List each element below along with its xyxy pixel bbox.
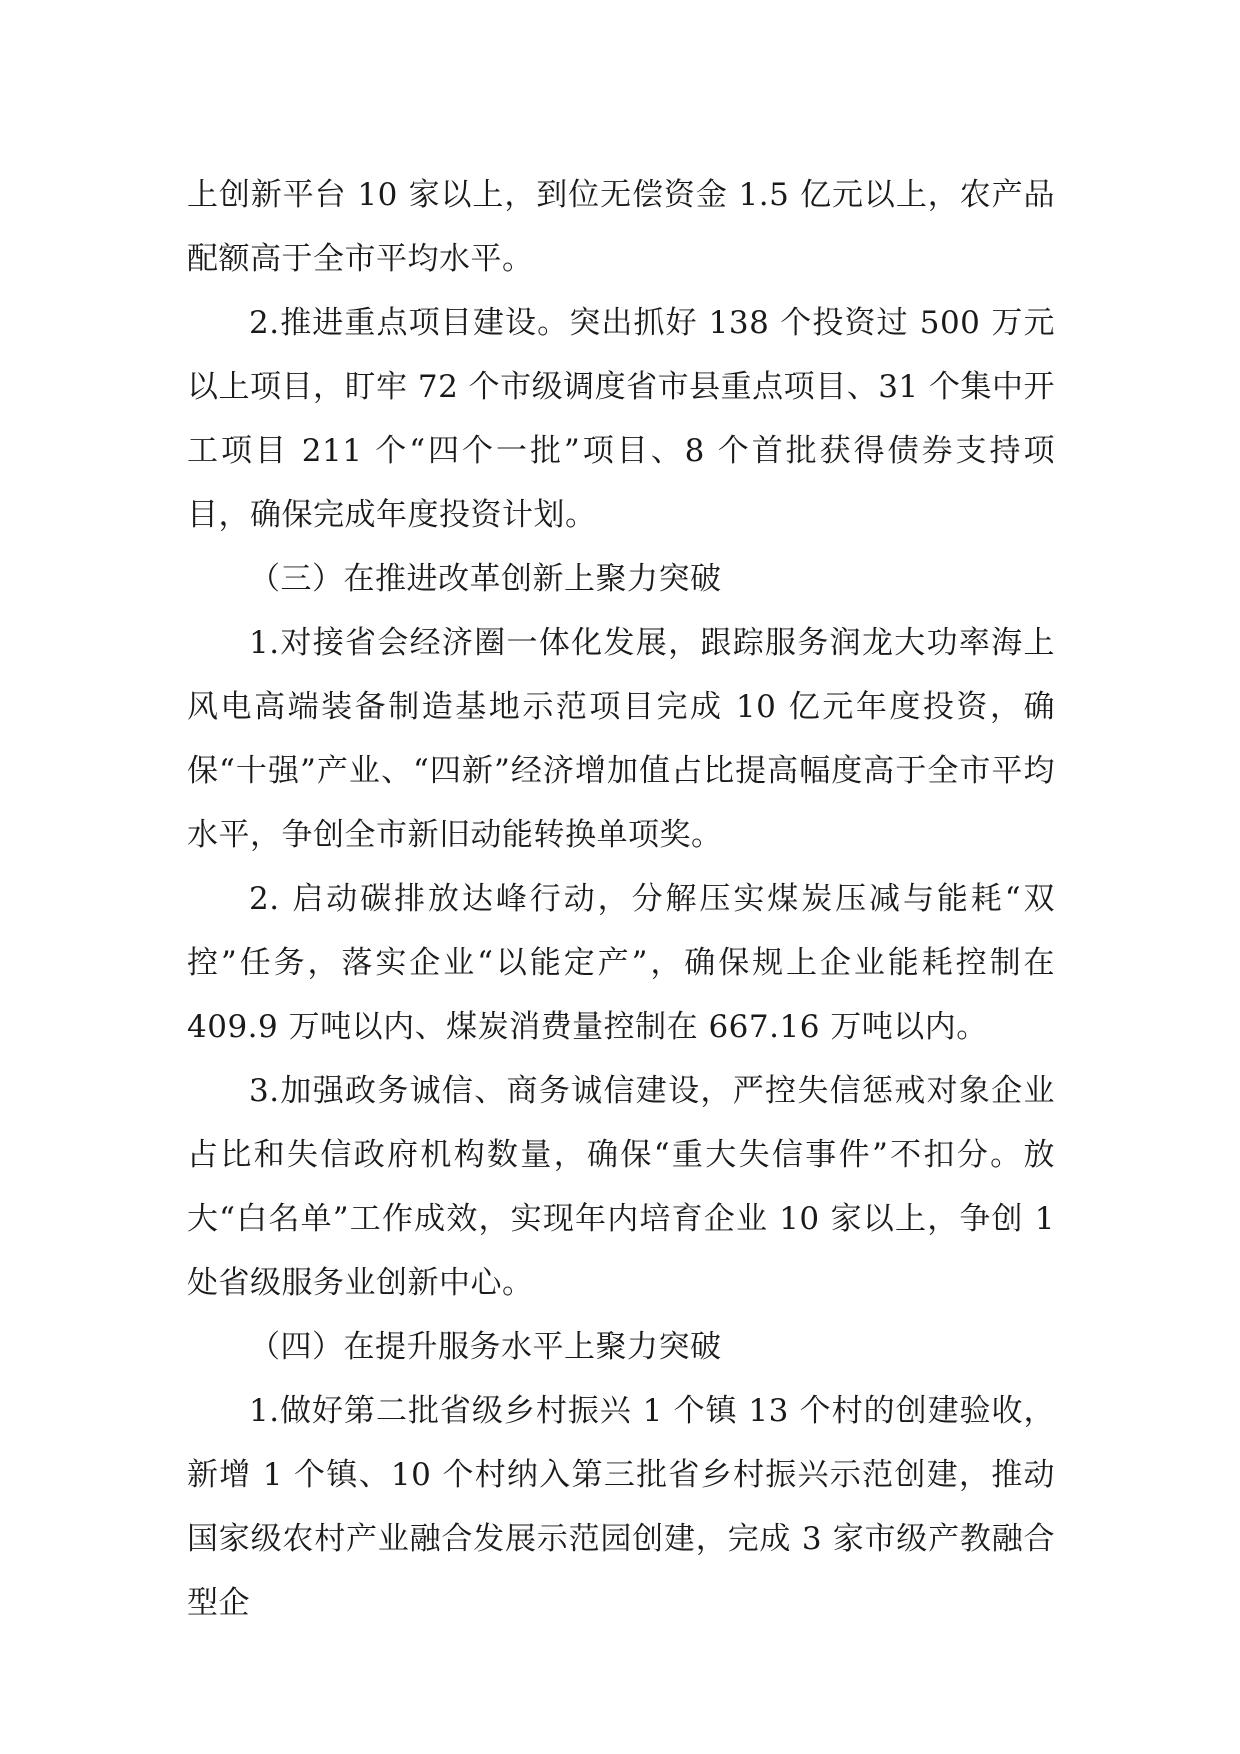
paragraph-economic-circle: 1.对接省会经济圈一体化发展，跟踪服务润龙大功率海上风电高端装备制造基地示范项目完成 10 亿元年度投资，确保“十强”产业、“四新”经济增加值占比提高幅度高于全市平均水平，争创全市新旧动能转换单项奖。 [187, 625, 1055, 853]
paragraph-continued: 上创新平台 10 家以上，到位无偿资金 1.5 亿元以上，农产品配额高于全市平均水平。 [187, 177, 1055, 277]
section-heading-service: （四）在提升服务水平上聚力突破 [249, 1329, 722, 1365]
section-heading-reform: （三）在推进改革创新上聚力突破 [249, 561, 722, 597]
paragraph-carbon-peak: 2. 启动碳排放达峰行动，分解压实煤炭压减与能耗“双控”任务，落实企业“以能定产”，确保规上企业能耗控制在 409.9 万吨以内、煤炭消费量控制在 667.16 万吨以内。 [187, 881, 1055, 1045]
paragraph-rural-revitalization: 1.做好第二批省级乡村振兴 1 个镇 13 个村的创建验收，新增 1 个镇、10 个村纳入第三批省乡村振兴示范创建，推动国家级农村产业融合发展示范园创建，完成 3 家市级产教融合型企 [187, 1393, 1055, 1621]
paragraph-key-projects: 2.推进重点项目建设。突出抓好 138 个投资过 500 万元以上项目，盯牢 72 个市级调度省市县重点项目、31 个集中开工项目 211 个“四个一批”项目、8 个首批获得债券支持项目，确保完成年度投资计划。 [187, 305, 1055, 533]
paragraph-integrity: 3.加强政务诚信、商务诚信建设，严控失信惩戒对象企业占比和失信政府机构数量，确保“重大失信事件”不扣分。放大“白名单”工作成效，实现年内培育企业 10 家以上，争创 1 处省级服务业创新中心。 [187, 1073, 1055, 1301]
document-page [187, 163, 1055, 1635]
